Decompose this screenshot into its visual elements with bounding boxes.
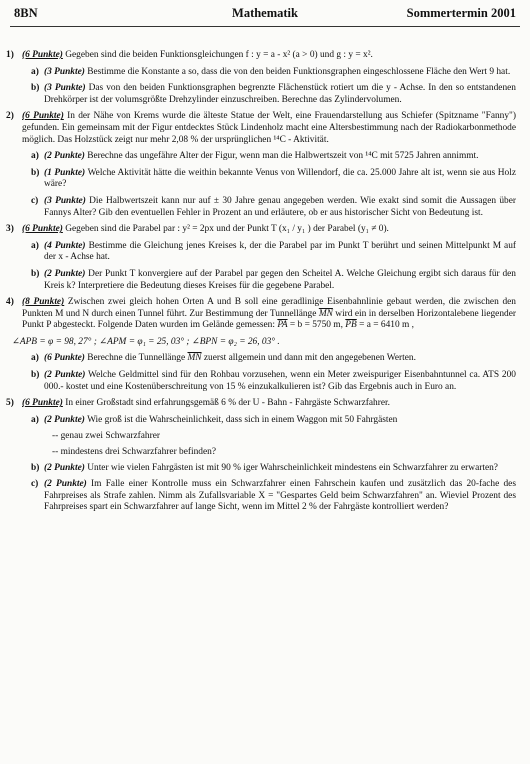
segment-pa: $\overline{PA}$ (277, 320, 288, 331)
task-number: 4) (6, 297, 14, 308)
task-5b (0, 463, 530, 475)
subtask-text: Welche Geldmittel sind für den Rohbau vorzusehen, wenn ein Meter zweispuriger Eisenbahntunnel ca. ATS 200 000.- kostet und eine Kostenüberschreitung von 15 % einzukalkulieren ist? Gib das Ergebnis auch in Euro an. (44, 370, 516, 392)
points-label: (2 Punkte) (44, 370, 86, 381)
task-text: Gegeben sind die beiden Funktionsgleichungen f : y = a - x² (a > 0) und g : y = x². (62, 50, 373, 60)
task-number: 3) (6, 224, 14, 235)
points-label: (2 Punkte) (44, 479, 87, 490)
subtask-text: Das von den beiden Funktionsgraphen begrenzte Flächenstück rotiert um die y - Achse. In den so entstandenen Drehkörper ist der volumsgrößte Drehzylinder einzuschreiben. Berechne das Zylindervolumen. (44, 83, 516, 105)
subtask-letter: a) (31, 353, 39, 364)
points-label: (6 Punkte) (22, 224, 63, 235)
task-number: 2) (6, 111, 14, 122)
header-rule (10, 26, 520, 27)
task-2 (0, 111, 530, 146)
subtask-letter: a) (31, 151, 39, 162)
task-4a (0, 353, 530, 365)
subtask-text: Die Halbwertszeit kann nur auf ± 30 Jahre genau angegeben werden. Wie exakt sind somit die Aussagen über Fannys Alter? Gib den eventuellen Fehler in Prozent an und erläutere, ob er aus historischer Sicht von Bedeutung ist. (44, 195, 516, 218)
task-text: = a = 6410 m , (356, 320, 414, 331)
angle-data: ∠APB = φ = 98, 27° ; ∠APM = φ₁ = 25, 03° ; ∠BPN = φ₂ = 26, 03° . (12, 336, 280, 347)
task-text: Zwischen zwei gleich hohen Orten A und B soll eine geradlinige Eisenbahnlinie gebaut werden, die zwischen den Punkten M und N durch einen Tunnel führt. Zur Bestimmung der Tunnellänge (22, 297, 516, 319)
task-4b (0, 370, 530, 393)
task-text: = b = 5750 m, (287, 320, 346, 331)
subtask-text: Unter wie vielen Fahrgästen ist mit 90 % iger Wahrscheinlichkeit mindestens ein Schwarzfahrer zu erwarten? (84, 462, 498, 473)
segment-pb: $\overline{PB}$ (345, 320, 357, 331)
points-label: (8 Punkte) (22, 297, 65, 308)
term-label: Sommertermin 2001 (406, 6, 516, 20)
subtask-text: Berechne das ungefähre Alter der Figur, wenn man die Halbwertszeit von ¹⁴C mit 5725 Jahren annimmt. (84, 151, 479, 162)
task-text: Gegeben sind die Parabel par : y² = 2px und der Punkt T (x₁ / y₁ ) der Parabel (y₁ ≠ 0). (62, 224, 389, 235)
task-4 (0, 297, 530, 332)
points-label: (6 Punkte) (44, 353, 85, 364)
segment-mn: $\overline{MN}$ (318, 308, 333, 319)
subtask-letter: c) (31, 479, 39, 490)
subtask-letter: b) (31, 268, 40, 279)
points-label: (2 Punkte) (44, 151, 85, 162)
subtask-text: Bestimme die Konstante a so, dass die von den beiden Funktionsgraphen eingeschlossene Fläche den Wert 9 hat. (84, 66, 511, 77)
points-label: (6 Punkte) (22, 398, 63, 409)
subtask-letter: b) (31, 167, 40, 178)
segment-mn: $\overline{MN}$ (187, 353, 202, 364)
points-label: (6 Punkte) (22, 50, 63, 60)
subtask-text: Welche Aktivität hätte die weithin bekannte Venus von Willendorf, die ca. 25.000 Jahre alt ist, wenn sie aus Holz wäre? (44, 167, 516, 190)
points-label: (2 Punkte) (44, 462, 85, 473)
points-label: (3 Punkte) (44, 83, 86, 94)
task-5a (0, 415, 530, 427)
points-label: (4 Punkte) (44, 240, 86, 251)
task-5c (0, 479, 530, 514)
task-1b (0, 83, 530, 106)
task-number: 5) (6, 398, 14, 409)
task-5 (0, 398, 530, 410)
page-header (14, 6, 516, 26)
subtask-text: Wie groß ist die Wahrscheinlichkeit, dass sich in einem Waggon mit 50 Fahrgästen (84, 414, 398, 425)
subtask-text: Der Punkt T konvergiere auf der Parabel par gegen den Scheitel A. Welche Gleichung ergibt sich daraus für den Kreis k? Interpretiere die Bedeutung dieses Kreises für die gegebene Parabel. (44, 268, 516, 291)
task-number: 1) (6, 50, 14, 60)
subtask-letter: b) (31, 83, 40, 94)
subtask-letter: c) (31, 195, 39, 206)
subtask-text: Bestimme die Gleichung jenes Kreises k, der die Parabel par im Punkt T berührt und seinen Mittelpunkt M auf der x - Achse hat. (44, 240, 517, 263)
subtask-letter: a) (31, 414, 39, 425)
exam-document (0, 50, 530, 519)
task-3a (0, 241, 530, 264)
subtask-text: zuerst allgemein und dann mit den angegebenen Werten. (201, 353, 416, 364)
points-label: (2 Punkte) (44, 414, 85, 425)
points-label: (3 Punkte) (44, 195, 86, 206)
task-text: In einer Großstadt sind erfahrungsgemäß 6 % der U - Bahn - Fahrgäste Schwarzfahrer. (62, 398, 390, 409)
points-label: (6 Punkte) (22, 111, 64, 122)
class-label: 8BN (14, 6, 38, 20)
subtask-letter: b) (31, 462, 40, 473)
points-label: (1 Punkte) (44, 167, 86, 178)
task-3b (0, 269, 530, 292)
task-1 (0, 50, 530, 62)
task-1a (0, 67, 530, 79)
task-2c (0, 196, 530, 219)
subtask-text: Im Falle einer Kontrolle muss ein Schwarzfahrer einen Fahrschein kaufen und zusätzlich das 20-fache des Fahrpreises als Strafe zahlen. Nimm als Zufallsvariable X = "Gespartes Geld beim Schwarzfahren" an. Wieviel Prozent des Fahrpreises spart ein Schwarzfahrer auf lange Sicht, wenn im Mittel 2 % der Fahrgäste kontrolliert werden? (44, 479, 516, 513)
task-5a-option-1: -- genau zwei Schwarzfahrer (52, 431, 161, 442)
task-2a (0, 151, 530, 163)
task-5a-option-2: -- mindestens drei Schwarzfahrer befinden? (52, 447, 216, 458)
subject-title: Mathematik (232, 6, 298, 20)
task-3 (0, 224, 530, 236)
subtask-letter: a) (31, 66, 39, 77)
task-text: In der Nähe von Krems wurde die älteste Statue der Welt, eine Frauendarstellung aus Schiefer (Spitzname "Fanny") gefunden. Ein gemeinsam mit der Figur entdecktes Stück Lindenholz macht eine Altersbestimmung nach der Radiokarbonmethode möglich. Das Holzstück zeigt nur mehr 2,08 % der ursprünglichen ¹⁴C - Aktivität. (22, 111, 516, 145)
points-label: (3 Punkte) (44, 66, 85, 77)
subtask-letter: b) (31, 370, 40, 381)
subtask-text: Berechne die Tunnellänge (84, 353, 188, 364)
subtask-letter: a) (31, 240, 39, 251)
task-2b (0, 168, 530, 191)
points-label: (2 Punkte) (44, 268, 86, 279)
task-text: wird ein in derselben Horizontalebene liegender Punkt P abgesteckt. Folgende Daten wurden im Gelände gemessen: (22, 308, 516, 331)
